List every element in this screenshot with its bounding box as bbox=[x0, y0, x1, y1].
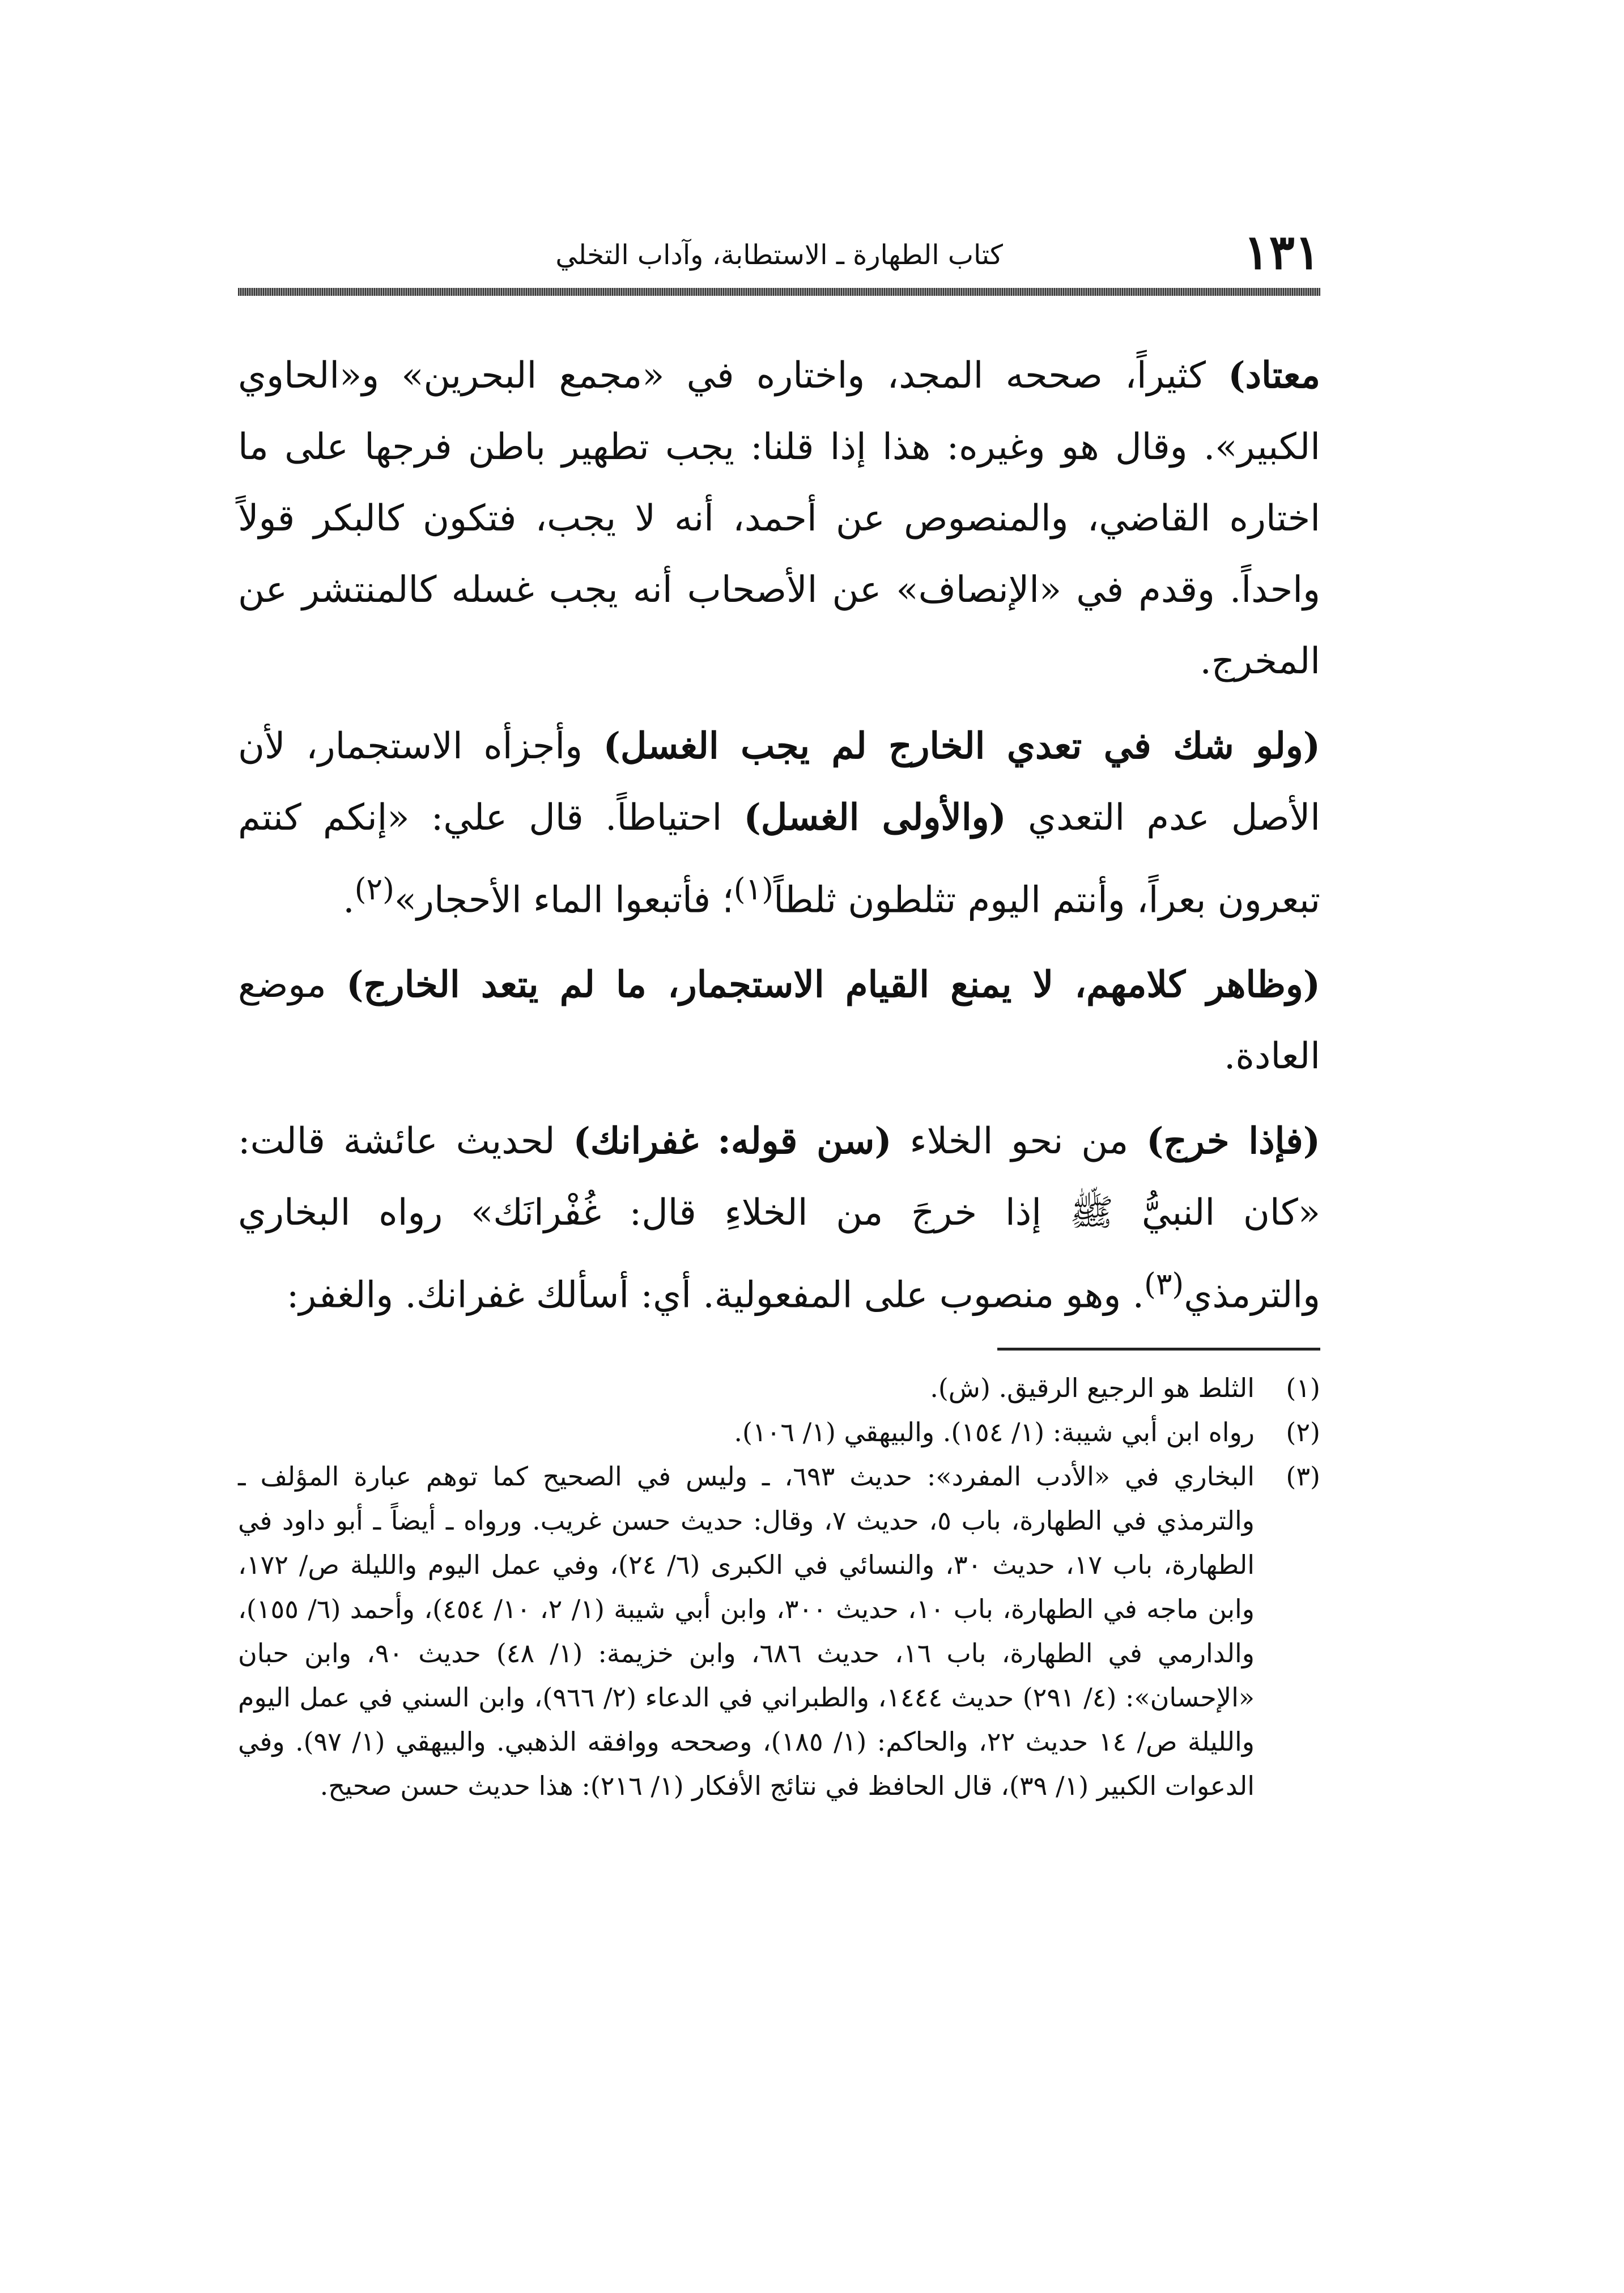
footnote-ref: (١) bbox=[733, 871, 774, 907]
footnote-1 bbox=[238, 1366, 1320, 1410]
bold-phrase: (والأولى الغسل) bbox=[743, 796, 1006, 839]
footnote-ref: (٢) bbox=[354, 871, 394, 907]
header-rule bbox=[238, 288, 1320, 296]
bold-phrase: (فإذا خرج) bbox=[1146, 1120, 1321, 1163]
text-run: وأجزأه الاستجمار، لأن الأصل عدم التعدي bbox=[238, 725, 1320, 839]
text-run: احتياطاً. قال علي: «إنكم كنتم تبعرون بعراً، وأنتم اليوم تثلطون ثلطاً bbox=[238, 797, 1320, 922]
bold-phrase: معتاد) bbox=[1228, 354, 1320, 397]
bold-phrase: (ولو شك في تعدي الخارج لم يجب الغسل) bbox=[603, 725, 1320, 767]
footnote-text: رواه ابن أبي شيبة: (١/ ١٥٤). والبيهقي (١/ ١٠٦). bbox=[734, 1417, 1255, 1447]
footnotes bbox=[238, 1366, 1320, 1808]
text-run: كثيراً، صححه المجد، واختاره في «مجمع البحرين» و«الحاوي الكبير». وقال هو وغيره: هذا إذا قلنا: يجب تطهير باطن فرجها على ما اختاره القاضي، والمنصوص عن أحمد، أنه لا يجب، فتكون كالبكر قولاً واحداً. وقدم في «الإنصاف» عن الأصحاب أنه يجب غسله كالمنتشر عن المخرج. bbox=[238, 355, 1320, 682]
text-run: ؛ فأتبعوا الماء الأحجار» bbox=[394, 879, 734, 922]
footnote-number: (٣) bbox=[1286, 1461, 1320, 1492]
footnote-3 bbox=[238, 1454, 1320, 1808]
footnote-2 bbox=[238, 1410, 1320, 1454]
footnote-text: البخاري في «الأدب المفرد»: حديث ٦٩٣، ـ وليس في الصحيح كما توهم عبارة المؤلف ـ والترمذي في الطهارة، باب ٥، حديث ٧، وقال: حديث حسن غريب. ورواه ـ أيضاً ـ أبو داود في الطهارة، باب ١٧، حديث ٣٠، والنسائي في الكبرى (٦/ ٢٤)، وفي عمل اليوم والليلة ص/ ١٧٢، وابن ماجه في الطهارة، باب ١٠، حديث ٣٠٠، وابن أبي شيبة (١/ ٢، ١٠/ ٤٥٤)، وأحمد (٦/ ١٥٥)، والدارمي في الطهارة، باب ١٦، حديث ٦٨٦، وابن خزيمة: (١/ ٤٨) حديث ٩٠، وابن حبان «الإحسان»: (٤/ ٢٩١) حديث ١٤٤٤، والطبراني في الدعاء (٢/ ٩٦٦)، وابن السني في عمل اليوم والليلة ص/ ١٤ حديث ٢٢، والحاكم: (١/ ١٨٥)، وصححه ووافقه الذهبي. والبيهقي (١/ ٩٧). وفي الدعوات الكبير (١/ ٣٩)، قال الحافظ في نتائج الأفكار (١/ ٢١٦): هذا حديث حسن صحيح. bbox=[238, 1461, 1255, 1801]
text-run: موضع العادة. bbox=[238, 964, 1320, 1078]
text-run: . bbox=[343, 879, 355, 922]
footnote-text: الثلط هو الرجيع الرقيق. (ش). bbox=[930, 1373, 1255, 1403]
bold-phrase: (سن قوله: غفرانك) bbox=[573, 1120, 892, 1163]
paragraph-4 bbox=[238, 1106, 1320, 1331]
main-text bbox=[238, 340, 1320, 1345]
paragraph-1 bbox=[238, 340, 1320, 697]
footnote-separator bbox=[997, 1348, 1320, 1351]
footnote-ref: (٣) bbox=[1143, 1266, 1184, 1302]
footnote-number: (١) bbox=[1286, 1373, 1320, 1403]
text-run: من نحو الخلاء bbox=[891, 1120, 1147, 1163]
running-header bbox=[238, 224, 1320, 286]
paragraph-3 bbox=[238, 949, 1320, 1092]
bold-phrase: (وظاهر كلامهم، لا يمنع القيام الاستجمار، ما لم يتعد الخارج) bbox=[346, 963, 1321, 1007]
text-run: . وهو منصوب على المفعولية. أي: أسألك غفرانك. والغفر: bbox=[286, 1274, 1144, 1317]
paragraph-2 bbox=[238, 711, 1320, 936]
footnote-number: (٢) bbox=[1286, 1417, 1320, 1447]
page-number: ١٣١ bbox=[1243, 224, 1320, 280]
header-title: كتاب الطهارة ـ الاستطابة، وآداب التخلي bbox=[555, 239, 1003, 271]
text-run: لحديث عائشة قالت: «كان النبيُّ ﷺ إذا خرجَ من الخلاءِ قال: غُفْرانَك» رواه البخاري والترمذي bbox=[238, 1120, 1320, 1317]
